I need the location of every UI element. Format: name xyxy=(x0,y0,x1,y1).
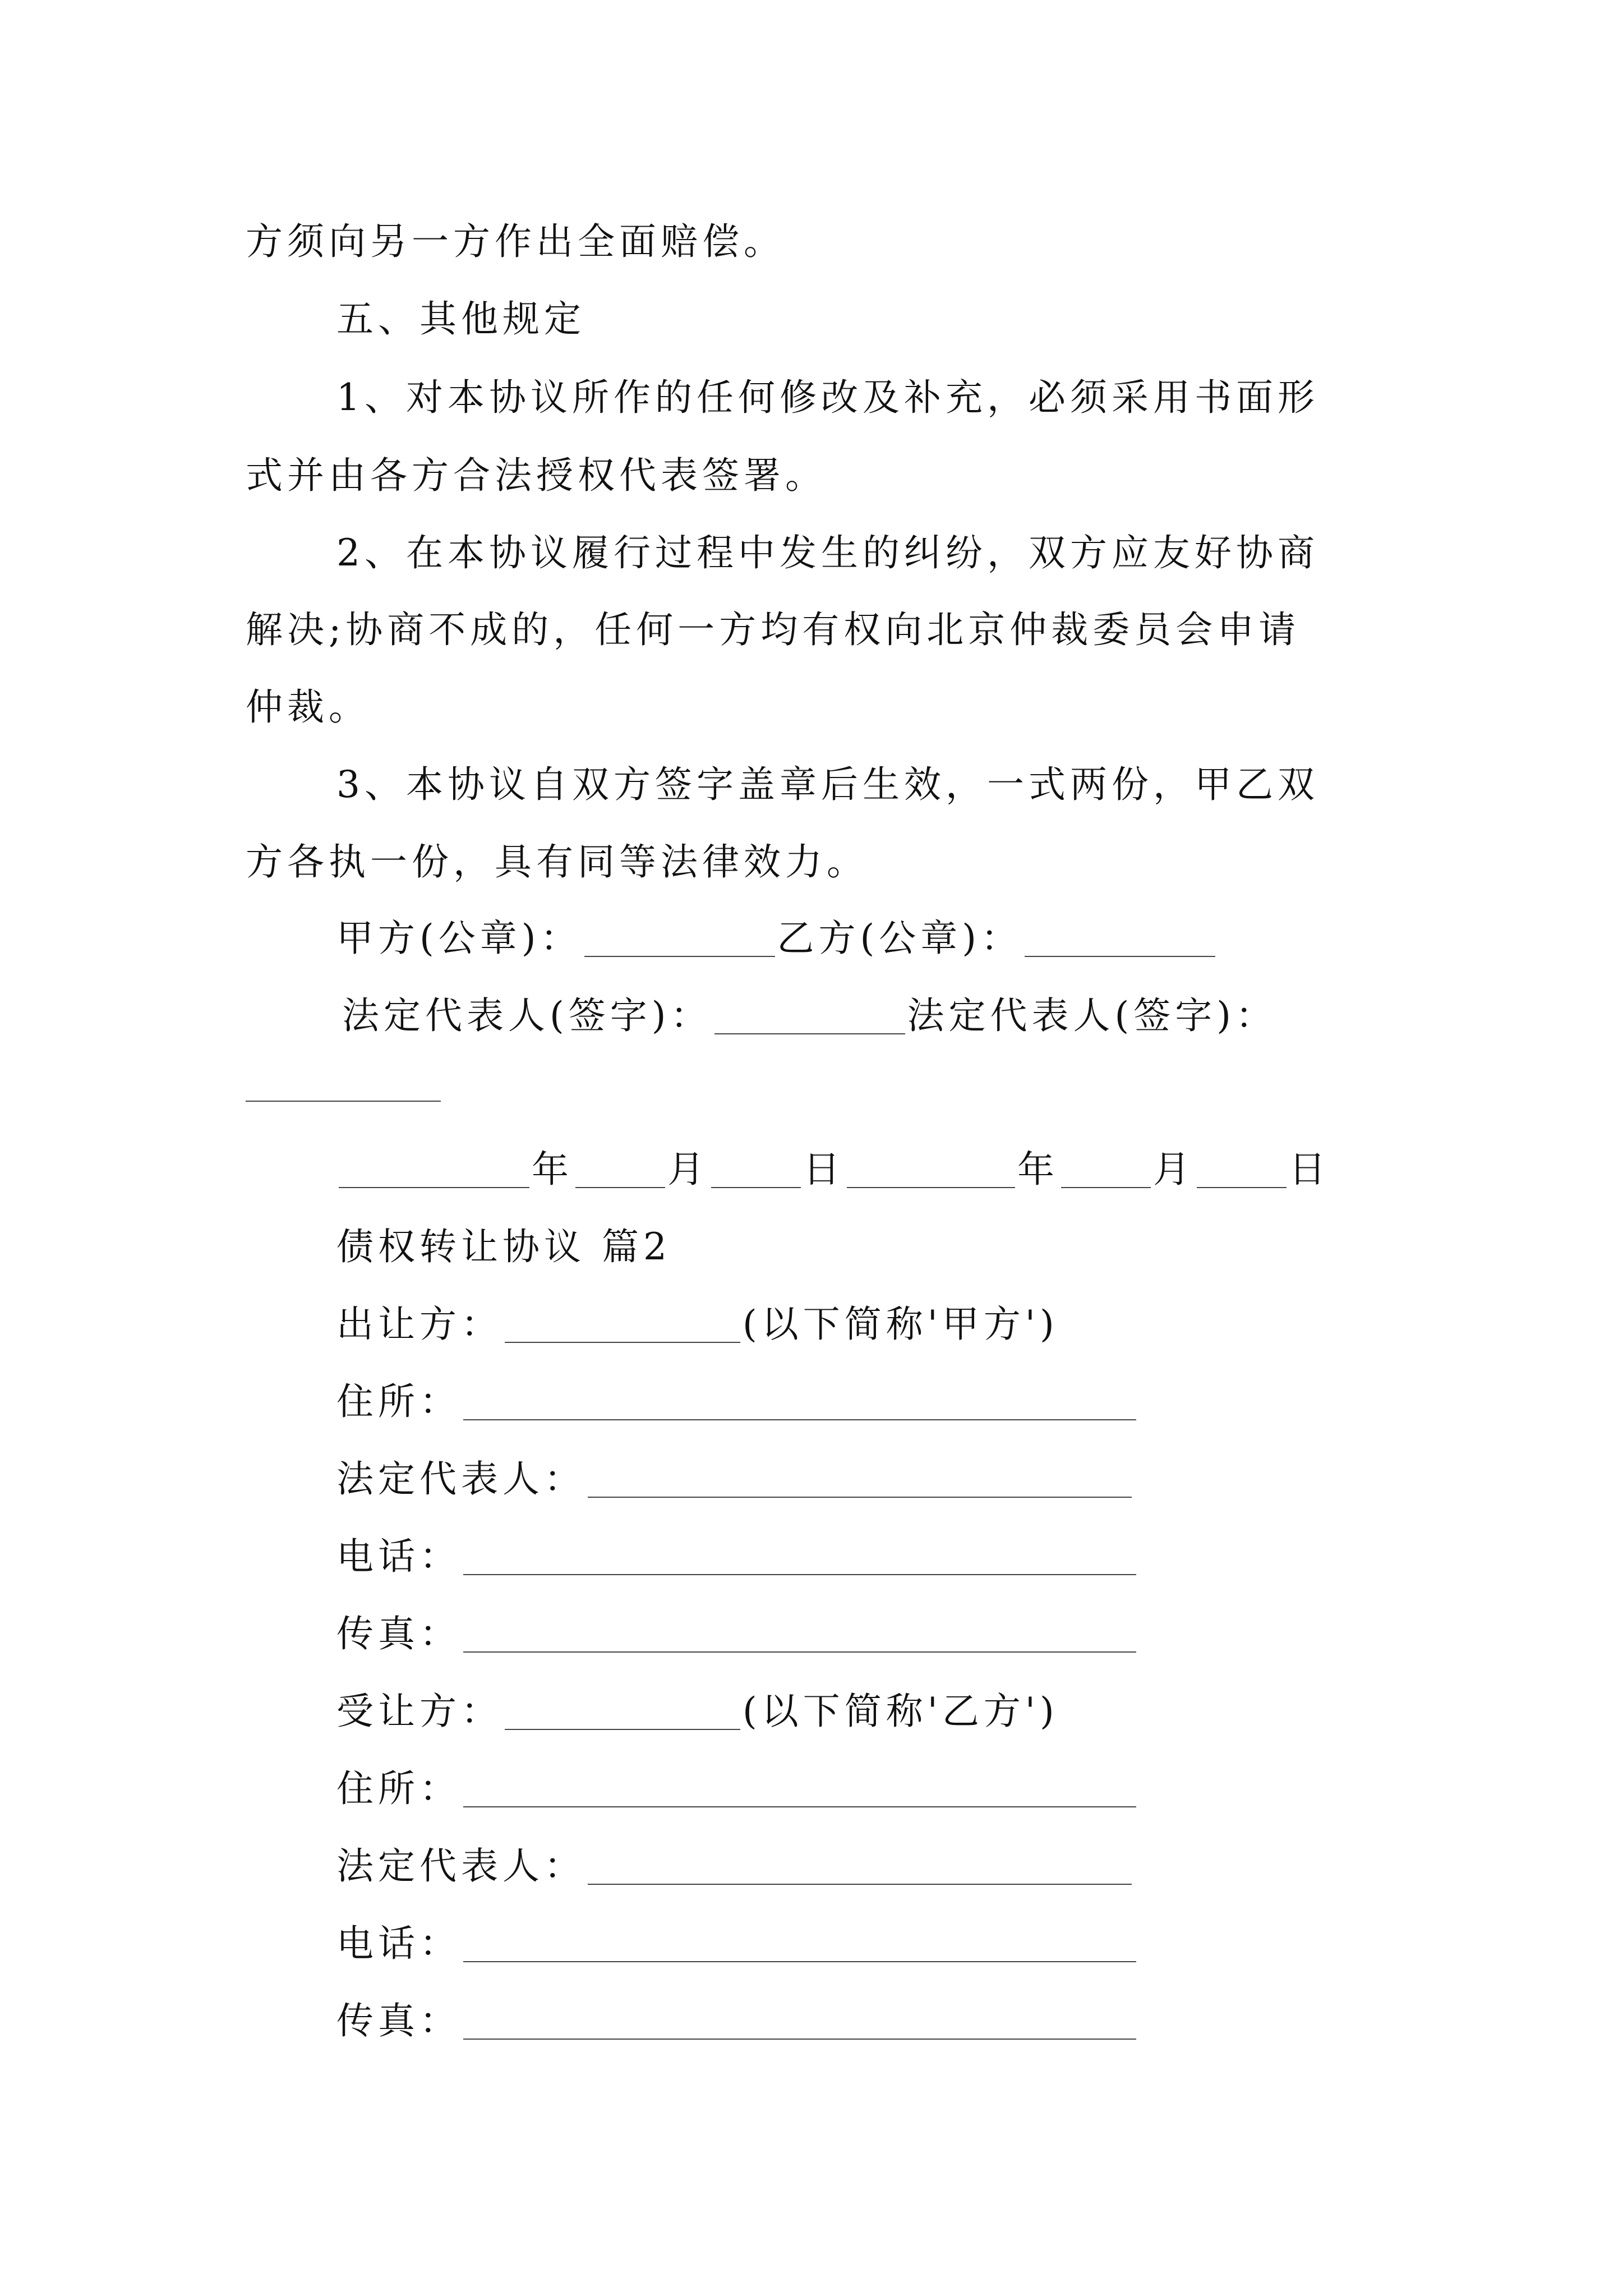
month-label: 月 xyxy=(667,1148,709,1191)
transferor-suffix: (以下简称'甲方') xyxy=(743,1303,1059,1346)
text: 债权转让协议 篇2 xyxy=(336,1225,671,1268)
text: 1、对本协议所作的任何修改及补充，必须采用书面形 xyxy=(336,376,1319,419)
transferor-blank[interactable] xyxy=(505,1310,740,1343)
section-heading xyxy=(336,297,585,341)
text: 2、在本协议履行过程中发生的纠纷，双方应友好协商 xyxy=(336,531,1319,574)
agreement-title xyxy=(336,1225,671,1268)
phone-blank[interactable] xyxy=(463,1930,1136,1962)
day-label: 日 xyxy=(1289,1148,1330,1191)
phone-label: 电话： xyxy=(336,1922,461,1965)
fax-label: 传真： xyxy=(336,1612,461,1655)
clause-2-line-1 xyxy=(336,531,1319,574)
day-a-blank[interactable] xyxy=(711,1156,801,1188)
transferor-phone-row xyxy=(336,1535,1138,1578)
transferor-label: 出让方： xyxy=(336,1303,502,1346)
fax-blank[interactable] xyxy=(463,2007,1136,2040)
clause-3-line-1 xyxy=(336,763,1319,806)
transferee-suffix: (以下简称'乙方') xyxy=(743,1690,1059,1733)
address-label: 住所： xyxy=(336,1380,461,1423)
day-label: 日 xyxy=(803,1148,845,1191)
transferee-row xyxy=(336,1690,1059,1733)
paragraph-continuation xyxy=(246,220,785,263)
transferee-label: 受让方： xyxy=(336,1690,502,1733)
clause-1-line-2 xyxy=(246,454,827,497)
text: 式并由各方合法授权代表签署。 xyxy=(246,454,827,497)
transferee-address-row xyxy=(336,1767,1138,1810)
text: 仲裁。 xyxy=(246,685,370,729)
clause-2-line-3 xyxy=(246,685,370,729)
clause-3-line-2 xyxy=(246,840,868,884)
month-b-blank[interactable] xyxy=(1061,1156,1151,1188)
address-blank[interactable] xyxy=(463,1388,1136,1420)
rep-b-blank[interactable] xyxy=(246,1101,441,1102)
party-a-seal-blank[interactable] xyxy=(584,924,775,957)
fax-blank[interactable] xyxy=(463,1620,1136,1653)
phone-label: 电话： xyxy=(336,1535,461,1578)
month-label: 月 xyxy=(1153,1148,1195,1191)
signature-reps-row xyxy=(342,994,1277,1037)
month-a-blank[interactable] xyxy=(575,1156,665,1188)
clause-1-line-1 xyxy=(336,376,1319,419)
text: 方各执一份，具有同等法律效力。 xyxy=(246,840,868,884)
rep-a-label: 法定代表人(签字)： xyxy=(342,994,712,1037)
rep-b-label: 法定代表人(签字)： xyxy=(907,994,1277,1037)
party-a-seal-label: 甲方(公章)： xyxy=(336,917,582,960)
party-b-seal-blank[interactable] xyxy=(1025,924,1215,957)
rep-label: 法定代表人： xyxy=(336,1844,585,1888)
rep-a-blank[interactable] xyxy=(714,1002,905,1034)
transferee-blank[interactable] xyxy=(505,1697,740,1730)
clause-2-line-2 xyxy=(246,608,1301,651)
rep-blank[interactable] xyxy=(588,1852,1132,1885)
text: 五、其他规定 xyxy=(336,297,585,341)
address-blank[interactable] xyxy=(463,1775,1136,1807)
transferor-address-row xyxy=(336,1380,1138,1423)
transferor-fax-row xyxy=(336,1612,1138,1655)
year-b-blank[interactable] xyxy=(847,1156,1015,1188)
transferee-phone-row xyxy=(336,1922,1138,1965)
text: 解决;协商不成的，任何一方均有权向北京仲裁委员会申请 xyxy=(246,608,1301,651)
transferee-fax-row xyxy=(336,1999,1138,2042)
day-b-blank[interactable] xyxy=(1197,1156,1287,1188)
rep-label: 法定代表人： xyxy=(336,1457,585,1501)
year-label: 年 xyxy=(532,1148,573,1191)
signature-seals-row xyxy=(336,917,1218,960)
text: 3、本协议自双方签字盖章后生效，一式两份，甲乙双 xyxy=(336,763,1319,806)
signature-date-row xyxy=(336,1148,1330,1191)
party-b-seal-label: 乙方(公章)： xyxy=(777,917,1022,960)
transferor-row xyxy=(336,1303,1059,1346)
phone-blank[interactable] xyxy=(463,1543,1136,1575)
year-a-blank[interactable] xyxy=(339,1156,529,1188)
transferee-rep-row xyxy=(336,1844,1134,1888)
fax-label: 传真： xyxy=(336,1999,461,2042)
address-label: 住所： xyxy=(336,1767,461,1810)
rep-blank[interactable] xyxy=(588,1465,1132,1498)
transferor-rep-row xyxy=(336,1457,1134,1501)
text: 方须向另一方作出全面赔偿。 xyxy=(246,220,785,263)
year-label: 年 xyxy=(1017,1148,1059,1191)
